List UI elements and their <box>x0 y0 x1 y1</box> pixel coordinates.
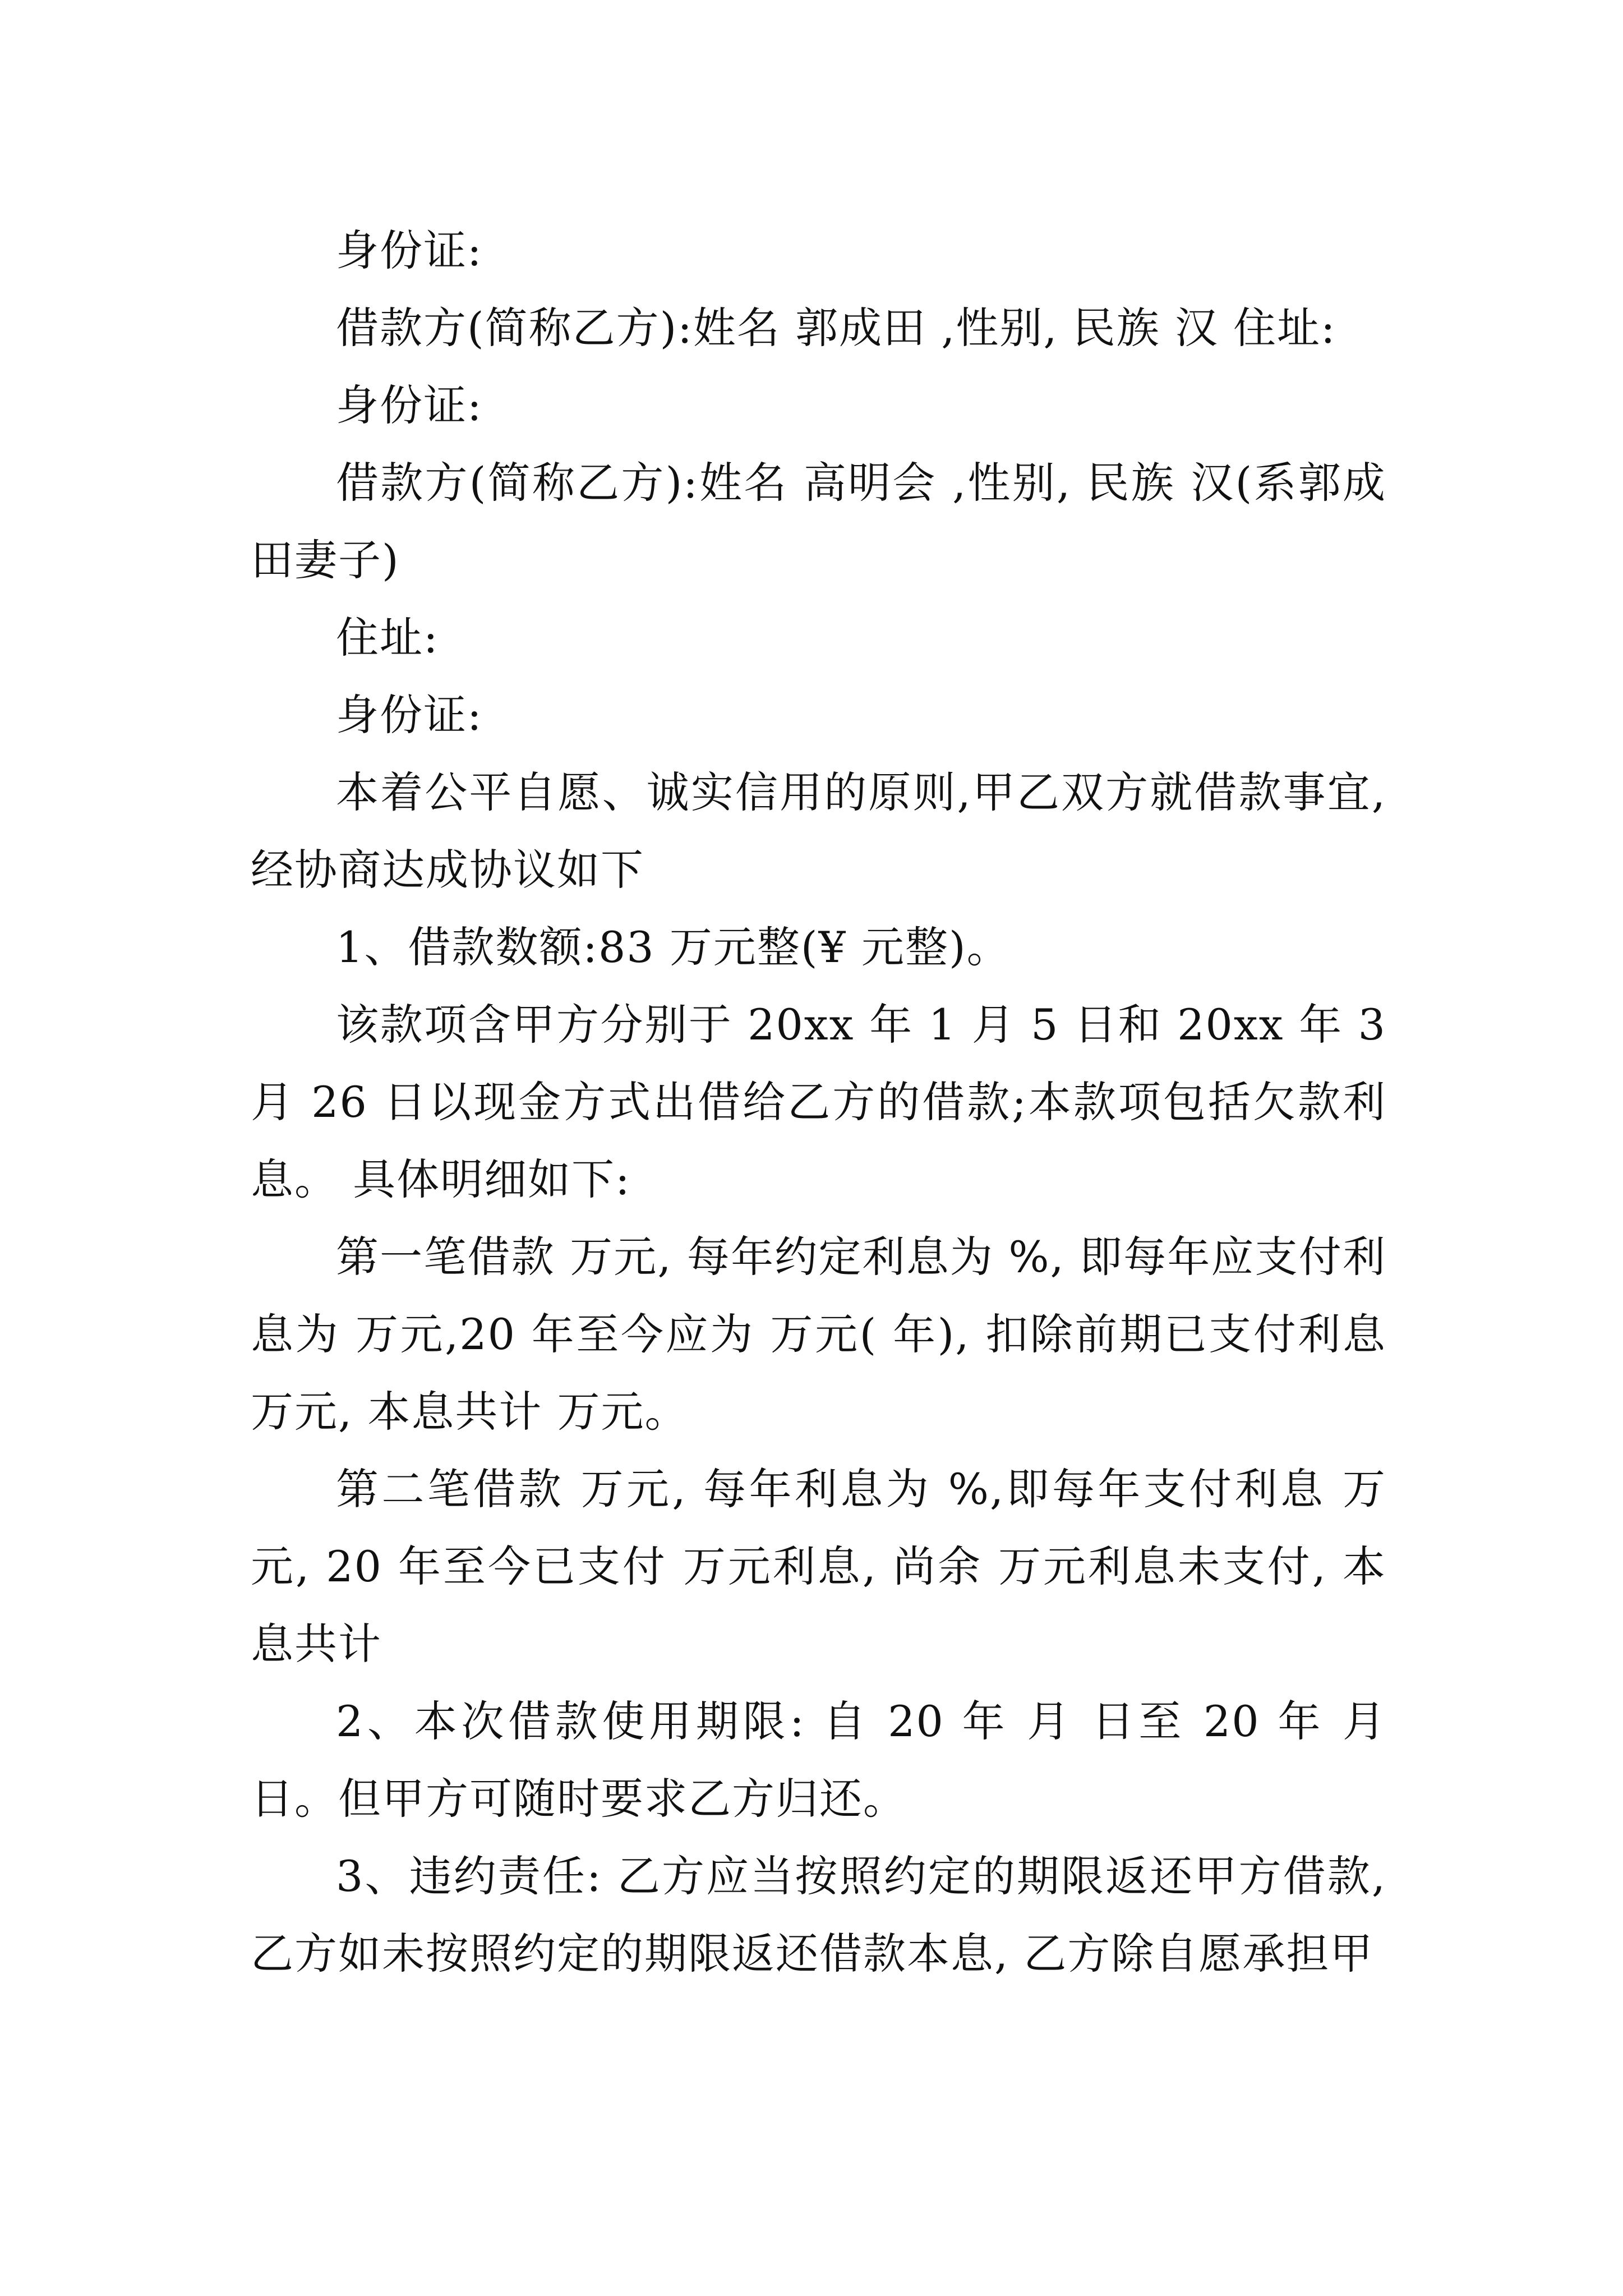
paragraph-second-loan: 第二笔借款 万元, 每年利息为 %,即每年支付利息 万元, 20 年至今已支付 万元利息, 尚余 万元利息未支付, 本息共计 <box>251 1464 1386 1669</box>
paragraph-id-card-2: 身份证: <box>336 380 483 430</box>
paragraph-first-loan: 第一笔借款 万元, 每年约定利息为 %, 即每年应支付利息为 万元,20 年至今应为 万元( 年), 扣除前期已支付利息 万元, 本息共计 万元。 <box>251 1232 1401 1437</box>
paragraph-loan-details: 该款项含甲方分别于 20xx 年 1 月 5 日和 20xx 年 3 月 26 日以现金方式出借给乙方的借款;本款项包括欠款利息。 具体明细如下: <box>251 1000 1401 1204</box>
paragraph-address: 住址: <box>336 613 439 662</box>
paragraph-principle: 本着公平自愿、诚实信用的原则,甲乙双方就借款事宜,经协商达成协议如下 <box>251 767 1386 895</box>
document-body <box>251 212 1401 1993</box>
paragraph-loan-term: 2、本次借款使用期限: 自 20 年 月 日至 20 年 月 日。但甲方可随时要求乙方归还。 <box>251 1696 1401 1824</box>
paragraph-id-card-3: 身份证: <box>336 690 483 740</box>
paragraph-loan-amount: 1、借款数额:83 万元整(¥ 元整)。 <box>336 922 1011 972</box>
paragraph-borrower-gao: 借款方(简称乙方):姓名 高明会 ,性别, 民族 汉(系郭成田妻子) <box>251 458 1386 585</box>
paragraph-borrower-guo: 借款方(简称乙方):姓名 郭成田 ,性别, 民族 汉 住址: <box>336 303 1336 353</box>
paragraph-breach-liability: 3、违约责任: 乙方应当按照约定的期限返还甲方借款, 乙方如未按照约定的期限返还借款本息, 乙方除自愿承担甲 <box>251 1851 1401 1978</box>
paragraph-id-card-1: 身份证: <box>336 226 483 275</box>
